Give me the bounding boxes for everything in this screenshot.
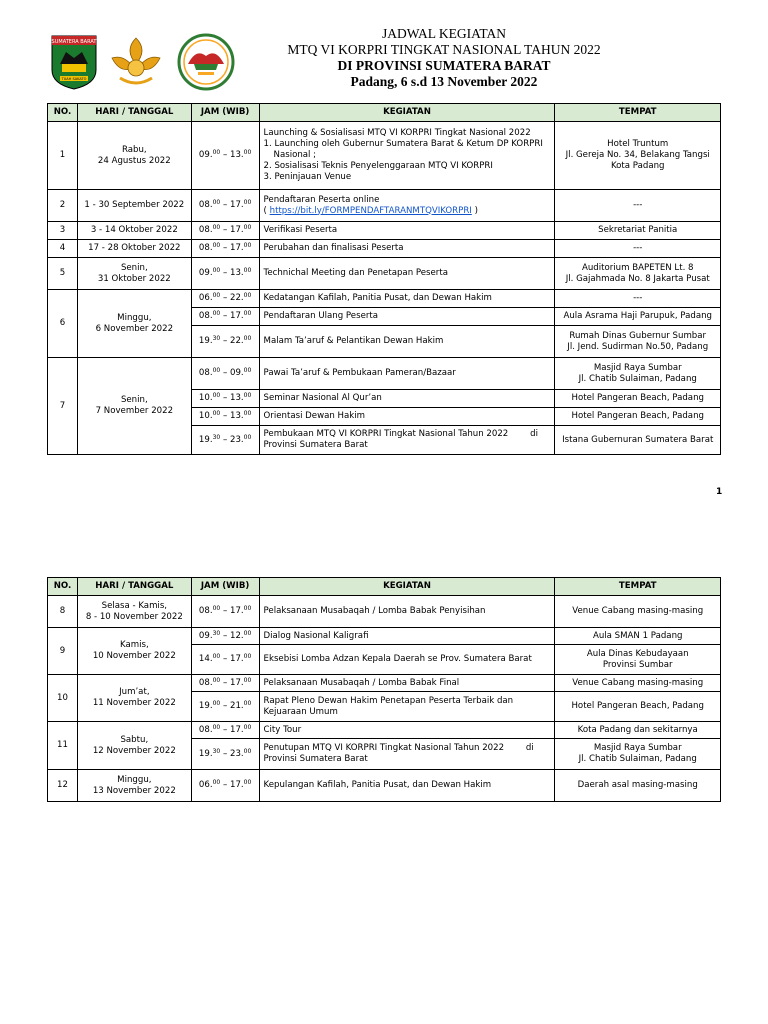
- table-row: [48, 722, 721, 739]
- row-no: 7: [48, 358, 78, 455]
- row-place: Venue Cabang masing-masing: [555, 596, 721, 628]
- row-activity: Launching & Sosialisasi MTQ VI KORPRI Tingkat Nasional 2022 1. Launching oleh Gubernur Sumatera Barat & Ketum DP KORPRI Nasional ; 2. Sosialisasi Teknis Penyelenggaraan MTQ VI KORPRI 3. Peninjauan Venue: [259, 122, 555, 190]
- table-row: [48, 122, 721, 190]
- table-row: [48, 358, 721, 390]
- row-activity: Pelaksanaan Musabaqah / Lomba Babak Final: [259, 675, 555, 692]
- row-no: 1: [48, 122, 78, 190]
- col-header-no: NO.: [48, 104, 78, 122]
- row-place: Hotel Pangeran Beach, Padang: [555, 390, 721, 408]
- row-time: 08.00 – 17.00: [191, 596, 259, 628]
- row-place: Hotel Pangeran Beach, Padang: [555, 692, 721, 722]
- row-time: 09.00 – 13.00: [191, 258, 259, 290]
- title-line-2: MTQ VI KORPRI TINGKAT NASIONAL TAHUN 2022: [287, 42, 601, 57]
- col-header-activity: KEGIATAN: [259, 578, 555, 596]
- row-place: Aula Dinas Kebudayaan Provinsi Sumbar: [555, 645, 721, 675]
- row-day: Senin, 7 November 2022: [77, 358, 191, 455]
- row-time: 06.00 – 17.00: [191, 770, 259, 802]
- row-activity: Orientasi Dewan Hakim: [259, 408, 555, 426]
- row-activity: Penutupan MTQ VI KORPRI Tingkat Nasional Tahun 2022 di Provinsi Sumatera Barat: [259, 739, 555, 770]
- row-no: 5: [48, 258, 78, 290]
- row-place: Aula Asrama Haji Parupuk, Padang: [555, 308, 721, 326]
- row-time: 19.30 – 22.00: [191, 326, 259, 358]
- title-line-4: Padang, 6 s.d 13 November 2022: [350, 74, 538, 89]
- col-header-day: HARI / TANGGAL: [77, 578, 191, 596]
- col-header-activity: KEGIATAN: [259, 104, 555, 122]
- row-time: 08.00 – 09.00: [191, 358, 259, 390]
- row-place: Daerah asal masing-masing: [555, 770, 721, 802]
- row-day: Senin, 31 Oktober 2022: [77, 258, 191, 290]
- row-time: 19.00 – 21.00: [191, 692, 259, 722]
- col-header-place: TEMPAT: [555, 104, 721, 122]
- title-line-3: DI PROVINSI SUMATERA BARAT: [337, 58, 551, 73]
- row-no: 2: [48, 190, 78, 222]
- row-time: 08.00 – 17.00: [191, 222, 259, 240]
- col-header-no: NO.: [48, 578, 78, 596]
- svg-text:TUAH SAKATO: TUAH SAKATO: [61, 77, 87, 81]
- row-day: Rabu, 24 Agustus 2022: [77, 122, 191, 190]
- row-activity: Perubahan dan finalisasi Peserta: [259, 240, 555, 258]
- row-day: 1 - 30 September 2022: [77, 190, 191, 222]
- row-no: 9: [48, 628, 78, 675]
- row-time: 19.30 – 23.00: [191, 739, 259, 770]
- col-header-time: JAM (WIB): [191, 104, 259, 122]
- row-time: 08.00 – 17.00: [191, 190, 259, 222]
- row-time: 10.00 – 13.00: [191, 408, 259, 426]
- row-time: 09.00 – 13.00: [191, 122, 259, 190]
- table-row: [48, 596, 721, 628]
- row-place: Auditorium BAPETEN Lt. 8 Jl. Gajahmada No. 8 Jakarta Pusat: [555, 258, 721, 290]
- document-header: [44, 26, 728, 96]
- row-place: Hotel Truntum Jl. Gereja No. 34, Belakang Tangsi Kota Padang: [555, 122, 721, 190]
- sumatera-barat-emblem-icon: [50, 34, 98, 90]
- row-activity: Pawai Ta’aruf & Pembukaan Pameran/Bazaar: [259, 358, 555, 390]
- table-row: [48, 770, 721, 802]
- row-activity: Pembukaan MTQ VI KORPRI Tingkat Nasional Tahun 2022 di Provinsi Sumatera Barat: [259, 426, 555, 455]
- document-title: [264, 26, 624, 90]
- logo-group: [50, 32, 238, 92]
- row-activity: City Tour: [259, 722, 555, 739]
- row-no: 4: [48, 240, 78, 258]
- row-no: 10: [48, 675, 78, 722]
- row-place: Masjid Raya Sumbar Jl. Chatib Sulaiman, Padang: [555, 358, 721, 390]
- schedule-table-page-1: [47, 103, 721, 455]
- col-header-place: TEMPAT: [555, 578, 721, 596]
- row-time: 19.30 – 23.00: [191, 426, 259, 455]
- row-place: Sekretariat Panitia: [555, 222, 721, 240]
- row-place: Masjid Raya Sumbar Jl. Chatib Sulaiman, Padang: [555, 739, 721, 770]
- registration-form-link[interactable]: https://bit.ly/FORMPENDAFTARANMTQVIKORPRI: [269, 205, 472, 216]
- svg-text:SUMATERA BARAT: SUMATERA BARAT: [51, 39, 97, 45]
- row-no: 11: [48, 722, 78, 770]
- row-time: 06.00 – 22.00: [191, 290, 259, 308]
- row-activity: Technichal Meeting dan Penetapan Peserta: [259, 258, 555, 290]
- row-activity: Verifikasi Peserta: [259, 222, 555, 240]
- row-time: 08.00 – 17.00: [191, 675, 259, 692]
- row-day: Selasa - Kamis, 8 - 10 November 2022: [77, 596, 191, 628]
- row-time: 08.00 – 17.00: [191, 722, 259, 739]
- table-row: [48, 190, 721, 222]
- row-activity: Dialog Nasional Kaligrafi: [259, 628, 555, 645]
- row-time: 08.00 – 17.00: [191, 308, 259, 326]
- row-place: Rumah Dinas Gubernur Sumbar Jl. Jend. Sudirman No.50, Padang: [555, 326, 721, 358]
- table-header-row: [48, 578, 721, 596]
- row-place: ---: [555, 240, 721, 258]
- row-no: 8: [48, 596, 78, 628]
- row-day: Sabtu, 12 November 2022: [77, 722, 191, 770]
- row-day: Kamis, 10 November 2022: [77, 628, 191, 675]
- row-no: 12: [48, 770, 78, 802]
- row-place: ---: [555, 290, 721, 308]
- table-row: [48, 258, 721, 290]
- row-activity: Pendaftaran Ulang Peserta: [259, 308, 555, 326]
- table-row: [48, 240, 721, 258]
- row-time: 14.00 – 17.00: [191, 645, 259, 675]
- schedule-table-page-2: [47, 577, 721, 802]
- col-header-day: HARI / TANGGAL: [77, 104, 191, 122]
- title-line-1: JADWAL KEGIATAN: [381, 26, 507, 41]
- row-time: 09.30 – 12.00: [191, 628, 259, 645]
- row-day: 3 - 14 Oktober 2022: [77, 222, 191, 240]
- mtq-event-logo-icon: [174, 32, 238, 92]
- row-activity: Pelaksanaan Musabaqah / Lomba Babak Penyisihan: [259, 596, 555, 628]
- row-activity: Eksebisi Lomba Adzan Kepala Daerah se Prov. Sumatera Barat: [259, 645, 555, 675]
- row-day: Minggu, 6 November 2022: [77, 290, 191, 358]
- row-place: ---: [555, 190, 721, 222]
- korpri-emblem-icon: [108, 34, 164, 90]
- table-row: [48, 628, 721, 645]
- table-header-row: [48, 104, 721, 122]
- row-activity: Kedatangan Kafilah, Panitia Pusat, dan Dewan Hakim: [259, 290, 555, 308]
- row-day: Minggu, 13 November 2022: [77, 770, 191, 802]
- row-activity: Pendaftaran Peserta online ( https://bit.ly/FORMPENDAFTARANMTQVIKORPRI ): [259, 190, 555, 222]
- row-time: 10.00 – 13.00: [191, 390, 259, 408]
- row-activity: Malam Ta’aruf & Pelantikan Dewan Hakim: [259, 326, 555, 358]
- row-place: Kota Padang dan sekitarnya: [555, 722, 721, 739]
- table-row: [48, 222, 721, 240]
- row-place: Aula SMAN 1 Padang: [555, 628, 721, 645]
- table-row: [48, 290, 721, 308]
- row-no: 6: [48, 290, 78, 358]
- row-time: 08.00 – 17.00: [191, 240, 259, 258]
- row-place: Venue Cabang masing-masing: [555, 675, 721, 692]
- row-activity: Seminar Nasional Al Qur’an: [259, 390, 555, 408]
- row-day: 17 - 28 Oktober 2022: [77, 240, 191, 258]
- table-row: [48, 675, 721, 692]
- row-place: Istana Gubernuran Sumatera Barat: [555, 426, 721, 455]
- row-no: 3: [48, 222, 78, 240]
- col-header-time: JAM (WIB): [191, 578, 259, 596]
- row-activity: Rapat Pleno Dewan Hakim Penetapan Peserta Terbaik dan Kejuaraan Umum: [259, 692, 555, 722]
- row-activity: Kepulangan Kafilah, Panitia Pusat, dan Dewan Hakim: [259, 770, 555, 802]
- row-place: Hotel Pangeran Beach, Padang: [555, 408, 721, 426]
- page-number: 1: [716, 487, 723, 497]
- row-day: Jum’at, 11 November 2022: [77, 675, 191, 722]
